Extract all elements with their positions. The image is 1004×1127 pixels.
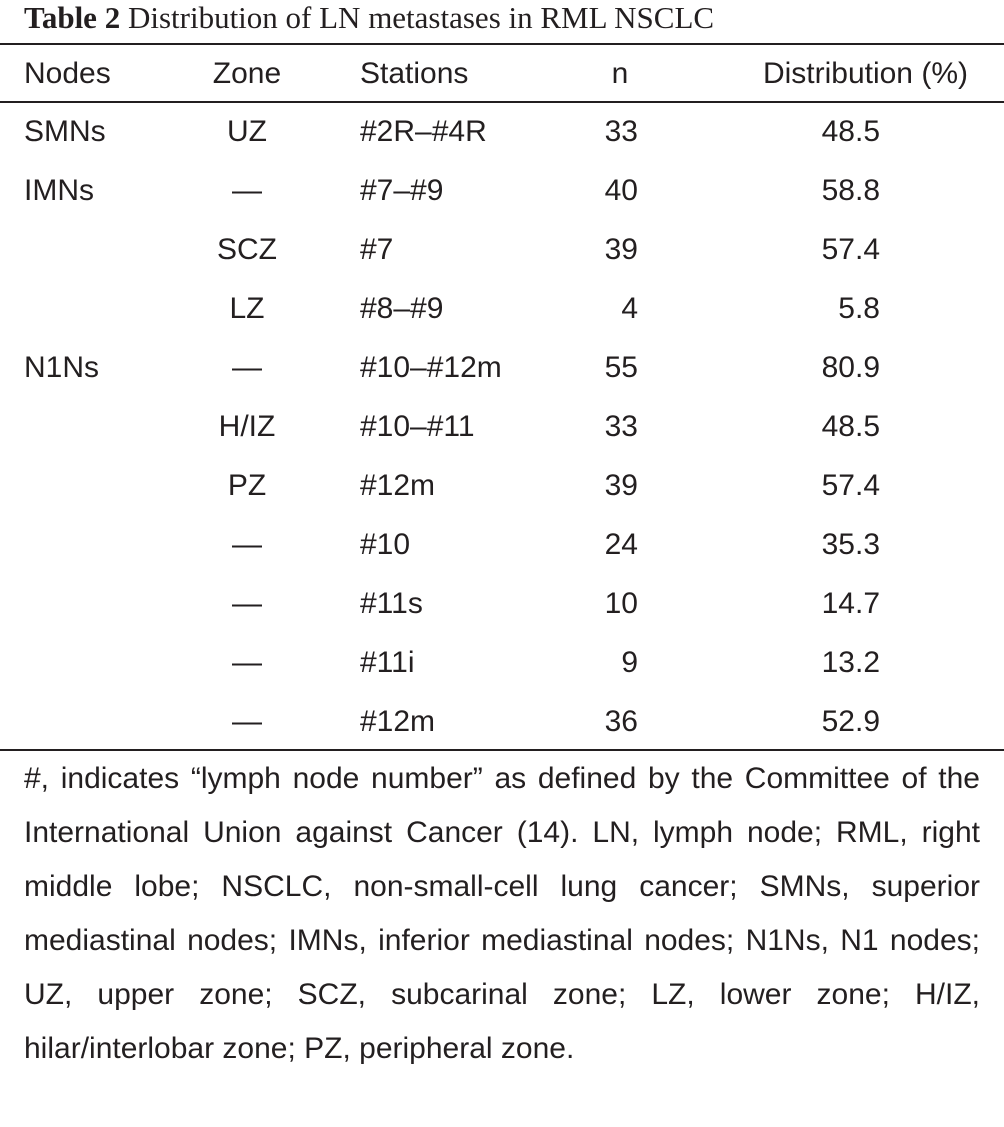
- cell-n: 9: [621, 646, 638, 679]
- table-row: [0, 634, 1004, 692]
- cell-nodes: SMNs: [24, 115, 106, 148]
- cell-distribution: 48.5: [821, 115, 880, 148]
- header-zone: Zone: [212, 57, 282, 90]
- cell-zone: —: [232, 528, 262, 561]
- cell-distribution: 80.9: [821, 351, 880, 384]
- cell-stations: #7: [360, 233, 394, 266]
- cell-n: 39: [604, 469, 638, 502]
- table-caption-label: Table 2: [24, 0, 121, 35]
- table-row: [0, 162, 1004, 220]
- table-row: [0, 575, 1004, 633]
- cell-n: 36: [604, 705, 638, 738]
- cell-n: 33: [604, 410, 638, 443]
- cell-zone: H/IZ: [218, 410, 276, 443]
- cell-nodes: IMNs: [24, 174, 94, 207]
- cell-distribution: 48.5: [821, 410, 880, 443]
- header-n: n: [611, 57, 629, 90]
- cell-stations: #2R–#4R: [360, 115, 487, 148]
- cell-stations: #11s: [360, 587, 423, 620]
- cell-n: 4: [621, 292, 638, 325]
- cell-distribution: 52.9: [821, 705, 880, 738]
- cell-n: 39: [604, 233, 638, 266]
- table-caption: [24, 0, 714, 36]
- cell-n: 33: [604, 115, 638, 148]
- table-row: [0, 516, 1004, 574]
- header-distribution: Distribution (%): [762, 57, 968, 90]
- cell-n: 24: [604, 528, 638, 561]
- table-header-row: [0, 45, 1004, 103]
- cell-stations: #12m: [360, 705, 436, 738]
- cell-zone: —: [232, 587, 262, 620]
- cell-stations: #10–#12m: [360, 351, 502, 384]
- table-caption-title: Distribution of LN metastases in RML NSCLC: [127, 0, 715, 35]
- cell-zone: —: [232, 351, 262, 384]
- cell-distribution: 57.4: [821, 469, 880, 502]
- cell-nodes: N1Ns: [24, 351, 100, 384]
- header-stations: Stations: [360, 57, 469, 90]
- table-footnote: #, indicates “lymph node number” as defined by the Committee of the International Union against Cancer (14). LN, lymph node; RML, right middle lobe; NSCLC, non-small-cell lung cancer; SMNs, superior mediastinal nodes; IMNs, inferior mediastinal nodes; N1Ns, N1 nodes; UZ, upper zone; SCZ, subcarinal zone; LZ, lower zone; H/IZ, hilar/interlobar zone; PZ, peripheral zone.: [24, 762, 980, 1065]
- table-row: [0, 693, 1004, 751]
- table-row: [0, 457, 1004, 515]
- cell-zone: —: [232, 705, 262, 738]
- cell-distribution: 13.2: [821, 646, 880, 679]
- cell-zone: SCZ: [217, 233, 277, 266]
- cell-distribution: 57.4: [821, 233, 880, 266]
- cell-zone: —: [232, 174, 262, 207]
- cell-zone: UZ: [227, 115, 267, 148]
- table-row: [0, 339, 1004, 397]
- cell-stations: #12m: [360, 469, 436, 502]
- cell-distribution: 5.8: [838, 292, 880, 325]
- cell-n: 40: [604, 174, 638, 207]
- cell-stations: #10: [360, 528, 411, 561]
- cell-stations: #11i: [360, 646, 415, 679]
- table-bottom-rule: [0, 749, 1004, 751]
- table-row: [0, 280, 1004, 338]
- cell-stations: #10–#11: [360, 410, 475, 443]
- cell-distribution: 35.3: [821, 528, 880, 561]
- cell-zone: —: [232, 646, 262, 679]
- cell-zone: PZ: [227, 469, 267, 502]
- table-row: [0, 221, 1004, 279]
- header-nodes: Nodes: [24, 57, 111, 90]
- cell-stations: #8–#9: [360, 292, 444, 325]
- cell-stations: #7–#9: [360, 174, 444, 207]
- cell-distribution: 14.7: [821, 587, 880, 620]
- cell-zone: LZ: [229, 292, 265, 325]
- cell-n: 55: [604, 351, 638, 384]
- cell-n: 10: [604, 587, 638, 620]
- cell-distribution: 58.8: [821, 174, 880, 207]
- table-row: [0, 103, 1004, 161]
- table-row: [0, 398, 1004, 456]
